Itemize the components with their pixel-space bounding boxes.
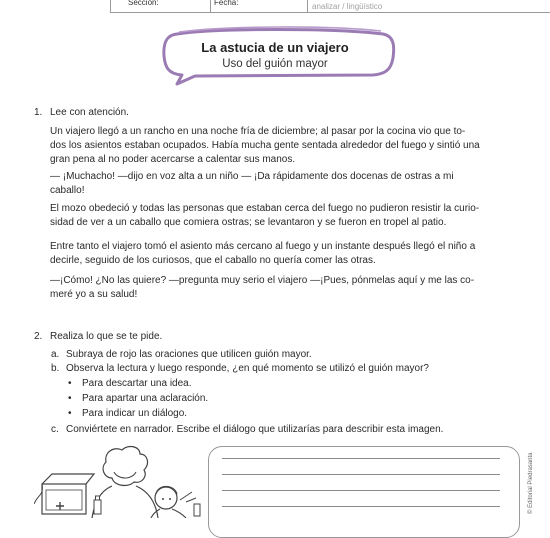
- option-text: Para apartar una aclaración.: [82, 393, 209, 404]
- header-divider: [307, 0, 308, 12]
- section-label: Sección:: [128, 0, 159, 7]
- story-line: El mozo obedeció y todas las personas que estaban cerca del fuego no pudieron resistir la curio-: [50, 203, 480, 214]
- bullet-icon: •: [68, 378, 72, 389]
- publisher-credit: © Editorial Piedrasanta: [528, 452, 534, 514]
- answer-box[interactable]: [208, 446, 520, 538]
- answer-line[interactable]: [222, 490, 500, 491]
- item-text: Conviértete en narrador. Escribe el diálogo que utilizarías para describir esta imagen.: [66, 424, 444, 435]
- answer-line[interactable]: [222, 506, 500, 507]
- story-line: — ¡Muchacho! —dijo en voz alta a un niño — ¡Da rápidamente dos docenas de ostras a mi: [50, 171, 454, 182]
- item-text: Observa la lectura y luego responde, ¿en qué momento se utilizó el guión mayor?: [66, 363, 429, 374]
- story-line: dos los asientos estaban ocupados. Había mucha gente sentada alrededor del fuego y sintió una: [50, 140, 480, 151]
- question-instruction: Realiza lo que se te pide.: [50, 331, 163, 342]
- question-instruction: Lee con atención.: [50, 107, 129, 118]
- header-divider: [210, 0, 211, 12]
- item-letter: a.: [51, 349, 60, 360]
- header-divider: [110, 0, 111, 12]
- item-text: Subraya de rojo las oraciones que utilicen guión mayor.: [66, 349, 312, 360]
- question-number: 1.: [34, 107, 43, 118]
- page-subtitle: Uso del guión mayor: [222, 58, 328, 70]
- date-label: Fecha:: [214, 0, 239, 7]
- illustration: [34, 444, 206, 518]
- story-line: Entre tanto el viajero tomó el asiento más cercano al fuego y un instante después llegó el niño a: [50, 241, 476, 252]
- story-line: meré yo a su salud!: [50, 289, 138, 300]
- page-title: La astucia de un viajero: [201, 40, 349, 55]
- skills-label: analizar / lingüístico: [312, 2, 383, 11]
- item-letter: b.: [51, 363, 60, 374]
- item-letter: c.: [51, 424, 59, 435]
- answer-line[interactable]: [222, 474, 500, 475]
- story-line: Un viajero llegó a un rancho en una noche fría de diciembre; al pasar por la cocina vio que to-: [50, 126, 466, 137]
- answer-line[interactable]: [222, 458, 500, 459]
- bullet-icon: •: [68, 408, 72, 419]
- bullet-icon: •: [68, 393, 72, 404]
- title-banner: [155, 24, 400, 86]
- story-line: —¡Cómo! ¿No las quiere? —pregunta muy serio el viajero —¡Pues, pónmelas aquí y me las co-: [50, 275, 475, 286]
- story-line: caballo!: [50, 185, 85, 196]
- story-line: sidad de ver a un caballo que comiera ostras; se levantaron y se fueron en tropel al patio.: [50, 217, 447, 228]
- story-line: gran pena al no poder acercarse a calentar sus manos.: [50, 154, 296, 165]
- question-number: 2.: [34, 331, 43, 342]
- story-line: decirle, seguido de los curiosos, que el caballo no quería comer las otras.: [50, 255, 376, 266]
- option-text: Para indicar un diálogo.: [82, 408, 188, 419]
- header-rule: [110, 12, 550, 13]
- option-text: Para descartar una idea.: [82, 378, 192, 389]
